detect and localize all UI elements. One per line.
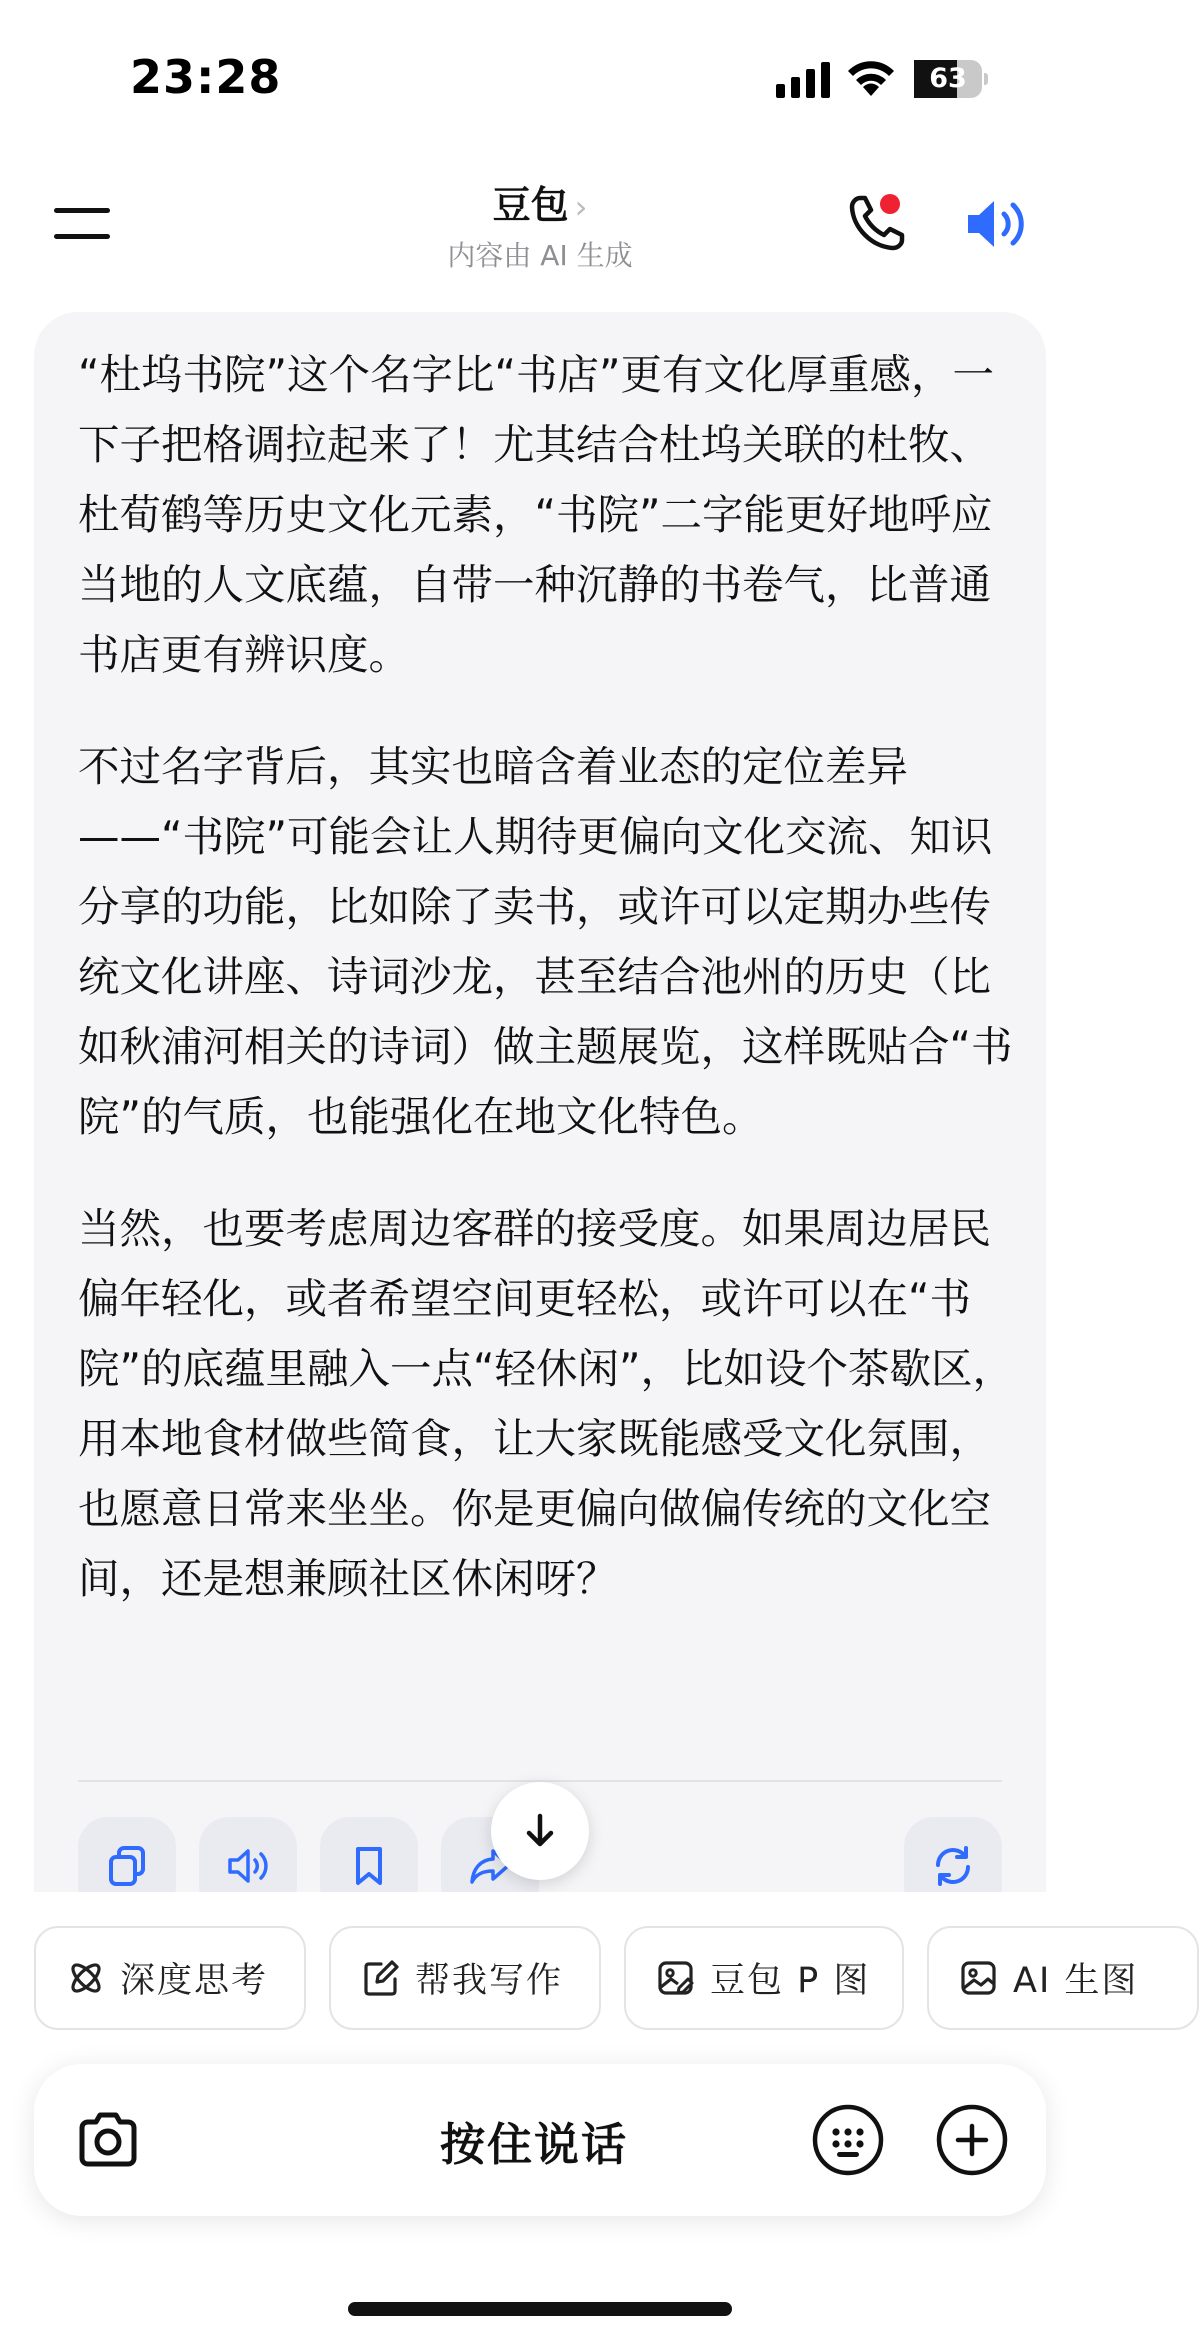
- read-aloud-icon: [225, 1843, 271, 1889]
- chip-image-edit[interactable]: [624, 1926, 904, 2030]
- arrow-down-icon: [520, 1811, 560, 1851]
- signal-icon: [776, 62, 832, 98]
- status-time: 23:28: [130, 50, 282, 104]
- bot-name: 豆包: [492, 183, 569, 227]
- copy-icon: [104, 1843, 150, 1889]
- status-bar: [0, 0, 1080, 150]
- atom-icon: [66, 1958, 106, 1998]
- chevron-right-icon: ›: [574, 188, 588, 226]
- image-icon: [959, 1958, 999, 1998]
- input-bar: [34, 2064, 1046, 2216]
- chip-label: 帮我写作: [415, 1961, 564, 2001]
- plus-icon[interactable]: [934, 2102, 1010, 2178]
- chip-label: AI 生图: [1013, 1961, 1139, 2001]
- message-paragraph: “杜坞书院”这个名字比“书店”更有文化厚重感，一下子把格调拉起来了！尤其结合杜坞关联的杜牧、杜荀鹤等历史文化元素，“书院”二字能更好地呼应当地的人文底蕴，自带一种沉静的书卷气，比普通书店更有辨识度。: [78, 350, 995, 679]
- chip-ai-image[interactable]: [927, 1926, 1199, 2030]
- bot-name-button[interactable]: [340, 174, 740, 229]
- menu-icon[interactable]: [54, 204, 110, 244]
- message-paragraph: 不过名字背后，其实也暗含着业态的定位差异——“书院”可能会让人期待更偏向文化交流、知识分享的功能，比如除了卖书，或许可以定期办些传统文化讲座、诗词沙龙，甚至结合池州的历史（比如秋浦河相关的诗词）做主题展览，这样既贴合“书院”的气质，也能强化在地文化特色。: [78, 742, 1013, 1141]
- battery-icon: [914, 60, 988, 98]
- scroll-to-bottom-button[interactable]: [491, 1782, 589, 1880]
- image-edit-icon: [656, 1958, 696, 1998]
- suggestion-chips: [0, 1892, 1139, 2032]
- message-text: [78, 340, 1028, 1656]
- hold-to-talk-button[interactable]: 按住说话: [439, 2118, 628, 2171]
- speaker-icon[interactable]: [964, 196, 1030, 252]
- chat-header: [0, 150, 1080, 290]
- chip-label: 豆包 P 图: [710, 1961, 871, 2001]
- wifi-icon: [846, 58, 896, 98]
- home-indicator[interactable]: [348, 2302, 732, 2316]
- notification-dot: [880, 194, 900, 214]
- keyboard-icon[interactable]: [810, 2102, 886, 2178]
- message-paragraph: 当然，也要考虑周边客群的接受度。如果周边居民偏年轻化，或者希望空间更轻松，或许可以在“书院”的底蕴里融入一点“轻休闲”，比如设个茶歇区，用本地食材做些简食，让大家既能感受文化氛围，也愿意日常来坐坐。你是更偏向做偏传统的文化空间，还是想兼顾社区休闲呀？: [78, 1204, 1015, 1603]
- camera-icon[interactable]: [72, 2104, 144, 2176]
- pen-icon: [361, 1958, 401, 1998]
- chip-help-write[interactable]: [329, 1926, 601, 2030]
- battery-level: 63: [929, 63, 967, 94]
- chip-label: 深度思考: [120, 1961, 269, 2001]
- chip-deep-thinking[interactable]: [34, 1926, 306, 2030]
- ai-disclaimer: 内容由 AI 生成: [447, 239, 633, 272]
- regenerate-icon: [930, 1843, 976, 1889]
- bookmark-icon: [346, 1843, 392, 1889]
- assistant-message: [34, 312, 1046, 1892]
